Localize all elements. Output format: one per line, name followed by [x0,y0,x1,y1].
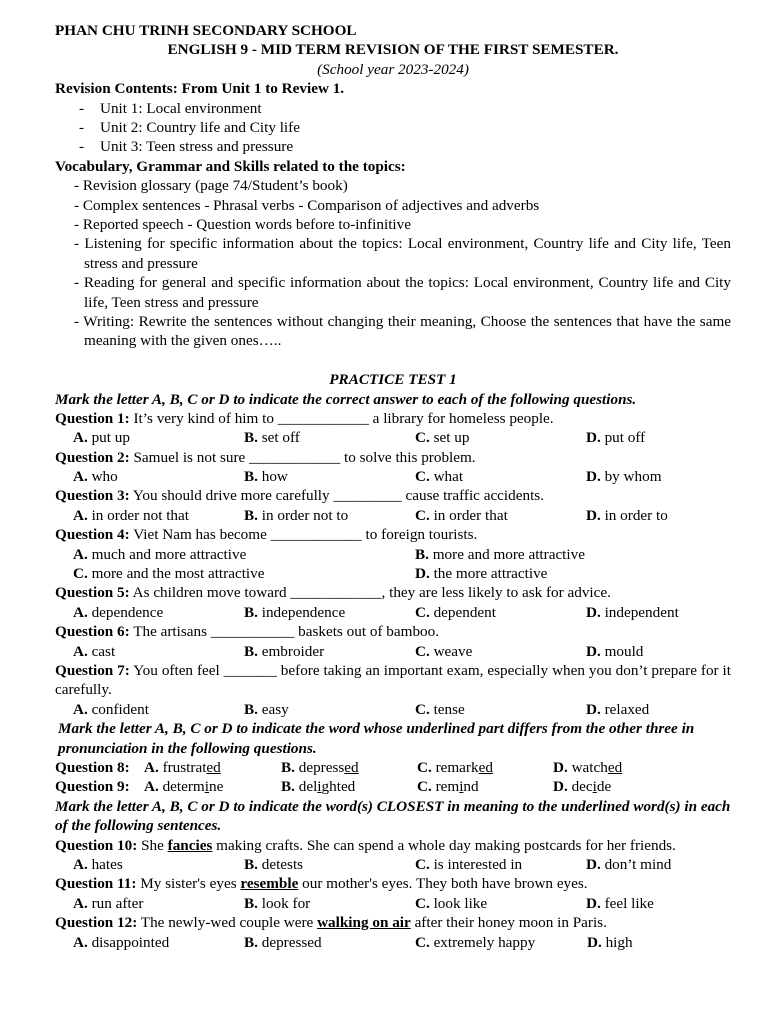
option-b[interactable]: B. easy [244,700,289,718]
option-c[interactable]: C. extremely happy [415,933,536,951]
option-a[interactable]: A. in order not that [73,506,189,524]
option-b[interactable]: B. delighted [281,778,356,796]
option-d[interactable]: D. put off [586,429,646,447]
option-d[interactable]: D. decide [553,778,612,796]
question-2: Question 2: Samuel is not sure ____________ to solve this problem. [55,448,476,466]
option-a[interactable]: A. much and more attractive [73,545,247,563]
option-a[interactable]: A. determine [144,778,224,796]
underlined-keyword: fancies [167,836,213,854]
option-c[interactable]: C. weave [415,642,473,660]
school-year: (School year 2023-2024) [317,60,469,78]
question-8: Question 8: A. frustrated B. depressed C. remarked D. watched [55,759,623,776]
instruction-pronunciation: Mark the letter A, B, C or D to indicate the word whose underlined part differs from the other three in pronunciation in the following questions. [58,720,695,757]
option-c[interactable]: C. tense [415,700,465,718]
skills-heading: Vocabulary, Grammar and Skills related to the topics: [55,157,406,175]
option-d[interactable]: D. independent [586,603,679,621]
question-7: Question 7: You often feel _______ before taking an important exam, especially when you don’t prepare for it carefully. [55,661,731,699]
underlined-keyword: resemble [240,875,299,893]
option-d[interactable]: D. by whom [586,468,662,486]
question-5-options [55,603,731,622]
question-5: Question 5: As children move toward ____________, they are less likely to ask for advice. [55,584,611,602]
question-6-options [55,642,731,661]
underlined-keyword: walking on air [317,914,411,932]
option-c[interactable]: C. look like [415,894,488,912]
unit-item: - Unit 2: Country life and City life [79,118,300,136]
option-b[interactable]: B. look for [244,894,311,912]
option-a[interactable]: A. confident [73,700,149,718]
question-7-options [55,700,731,719]
option-b[interactable]: B. set off [244,429,300,447]
document-page [55,21,731,952]
option-a[interactable]: A. who [73,468,118,486]
question-4-options-cd [55,564,731,583]
option-c[interactable]: C. set up [415,429,470,447]
question-6: Question 6: The artisans ___________ baskets out of bamboo. [55,623,440,641]
question-9: Question 9: A. determine B. delighted C. remind D. decide [55,778,612,796]
option-d[interactable]: D. watched [553,759,623,776]
question-10: Question 10: She fancies making crafts. She can spend a whole day making postcards for her friends. [55,836,676,854]
spacer [55,351,731,370]
option-a[interactable]: A. put up [73,429,130,447]
revision-contents-heading: Revision Contents: From Unit 1 to Review 1. [55,80,345,98]
question-3: Question 3: You should drive more carefully _________ cause traffic accidents. [55,487,544,505]
option-c[interactable]: C. dependent [415,603,496,621]
skills-item: - Complex sentences - Phrasal verbs - Comparison of adjectives and adverbs [74,196,540,214]
option-a[interactable]: A. dependence [73,603,164,621]
option-b[interactable]: B. depressed [244,933,322,951]
option-a[interactable]: A. hates [73,855,123,873]
option-c[interactable]: C. remind [417,778,479,796]
school-name: PHAN CHU TRINH SECONDARY SCHOOL [55,22,357,39]
option-a[interactable]: A. run after [73,894,144,912]
skills-item: - Reading for general and specific information about the topics: Local environment, Country life and City life, Teen stress and pressure [74,274,731,311]
instruction-correct-answer: Mark the letter A, B, C or D to indicate the correct answer to each of the following questions. [55,390,637,408]
question-1: Question 1: It’s very kind of him to ____________ a library for homeless people. [55,409,554,427]
option-c[interactable]: C. what [415,468,464,486]
option-c[interactable]: C. is interested in [415,855,523,873]
question-12: Question 12: The newly-wed couple were walking on air after their honey moon in Paris. [55,914,607,932]
question-11-options [55,894,731,913]
option-b[interactable]: B. more and more attractive [415,545,585,563]
document-title: ENGLISH 9 - MID TERM REVISION OF THE FIRST SEMESTER. [167,41,619,59]
question-3-options [55,506,731,525]
skills-item: - Listening for specific information about the topics: Local environment, Country life and City life, Teen stress and pressure [74,235,731,272]
skills-item: - Writing: Rewrite the sentences without changing their meaning, Choose the sentences that have the same meaning with the given ones….. [74,312,731,350]
option-d[interactable]: D. feel like [586,894,654,912]
skills-item: - Revision glossary (page 74/Student’s book) [74,177,348,195]
option-a[interactable]: A. frustrated [144,759,221,776]
question-4-options-ab [55,545,731,564]
option-a[interactable]: A. disappointed [73,933,170,951]
question-2-options [55,467,731,486]
option-b[interactable]: B. in order not to [244,506,349,524]
unit-item: - Unit 1: Local environment [79,99,262,117]
option-a[interactable]: A. cast [73,642,116,660]
option-d[interactable]: D. relaxed [586,700,650,718]
question-10-options [55,855,731,874]
option-d[interactable]: D. mould [586,642,644,660]
option-b[interactable]: B. how [244,468,288,486]
option-c[interactable]: C. in order that [415,506,508,524]
option-d[interactable]: D. the more attractive [415,565,548,583]
question-11: Question 11: My sister's eyes resemble our mother's eyes. They both have brown eyes. [55,875,588,893]
instruction-closest-meaning: Mark the letter A, B, C or D to indicate the word(s) CLOSEST in meaning to the underlined word(s) in each of the following sentences. [55,797,731,835]
option-b[interactable]: B. detests [244,855,304,873]
option-b[interactable]: B. depressed [281,759,359,776]
option-d[interactable]: D. in order to [586,506,668,524]
practice-test-title: PRACTICE TEST 1 [329,371,457,389]
option-d[interactable]: D. don’t mind [586,855,672,873]
option-b[interactable]: B. independence [244,603,346,621]
question-1-options [55,428,731,447]
question-4: Question 4: Viet Nam has become ____________ to foreign tourists. [55,526,478,544]
option-b[interactable]: B. embroider [244,642,325,660]
unit-item: - Unit 3: Teen stress and pressure [79,138,294,156]
question-12-options [55,933,731,952]
option-c[interactable]: C. remarked [417,759,493,776]
skills-item: - Reported speech - Question words before to-infinitive [74,215,411,233]
option-d[interactable]: D. high [587,933,633,951]
option-c[interactable]: C. more and the most attractive [73,565,265,583]
